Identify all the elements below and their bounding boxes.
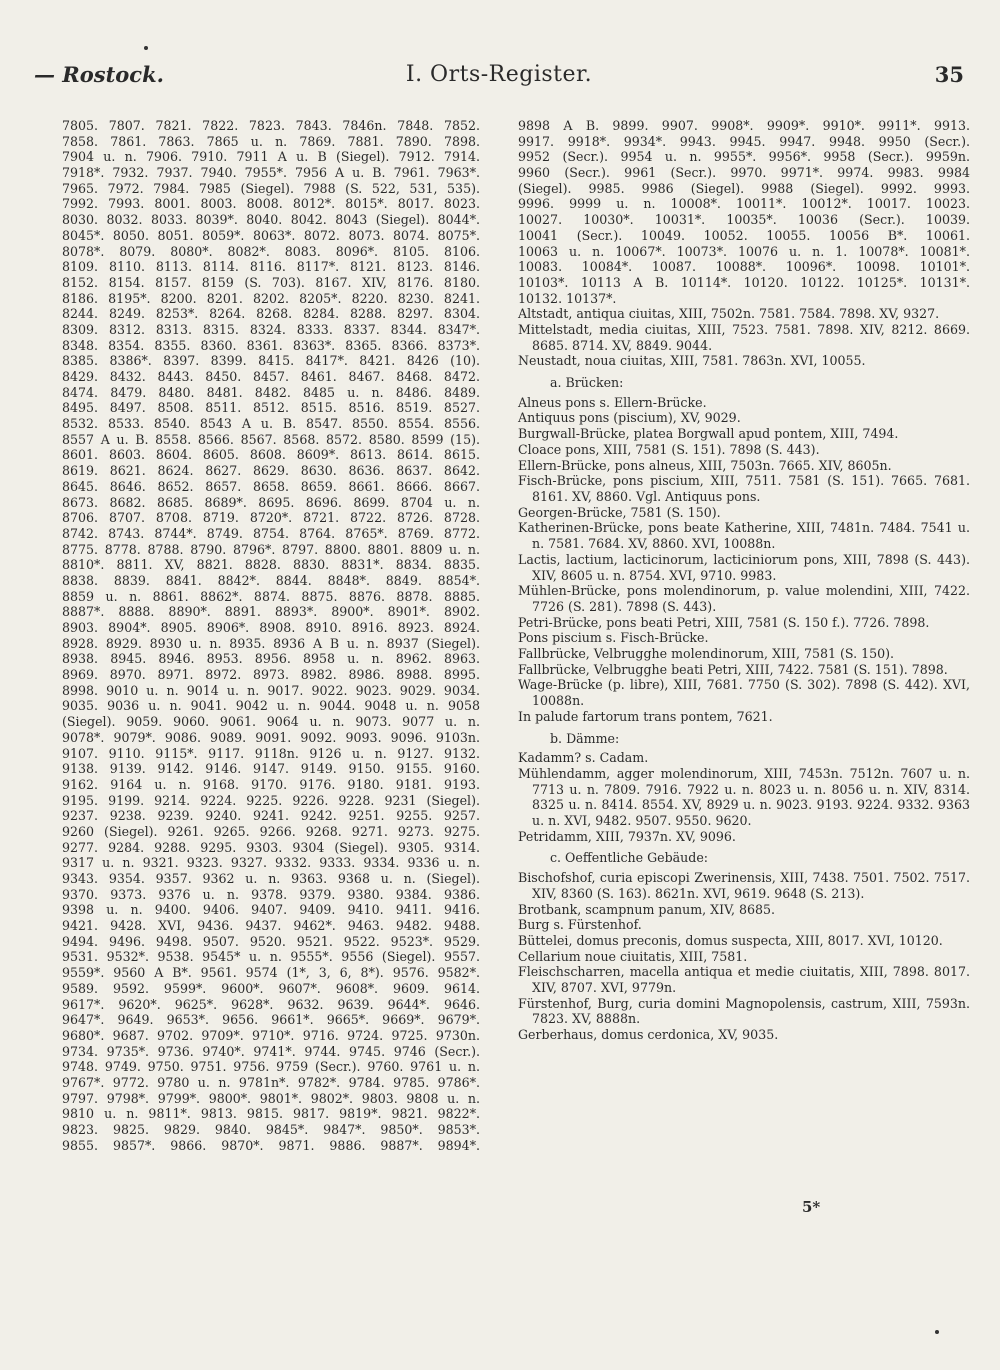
index-line: 8645. 8646. 8652. 8657. 8658. 8659. 8661. 8666. 8667. (62, 478, 480, 494)
header-left-title: — Rostock. (34, 62, 164, 87)
index-line: 9952 (Secr.). 9954 u. n. 9955*. 9956*. 9958 (Secr.). 9959n. (518, 149, 970, 165)
index-entry: Cellarium noue ciuitatis, XIII, 7581. (518, 948, 748, 964)
index-line: 9855. 9857*. 9866. 9870*. 9871. 9886. 9887*. 9894*. (62, 1137, 480, 1153)
index-line: 8810*. 8811. XV, 8821. 8828. 8830. 8831*. 8834. 8835. (62, 557, 480, 573)
index-line: 9138. 9139. 9142. 9146. 9147. 9149. 9150. 9155. 9160. (62, 761, 480, 777)
header-center-title: I. Orts-Register. (405, 62, 593, 87)
index-line: 9260 (Siegel). 9261. 9265. 9266. 9268. 9271. 9273. 9275. (62, 823, 480, 839)
index-line: 9748. 9749. 9750. 9751. 9756. 9759 (Secr.). 9760. 9761 u. n. (62, 1059, 480, 1075)
index-line: 9317 u. n. 9321. 9323. 9327. 9332. 9333. 9334. 9336 u. n. (62, 855, 480, 871)
index-entry: Katherinen-Brücke, pons beate Katherine, XIII, 7481n. 7484. 7541 u. n. 7581. 7684. XV, 8860. XVI, 10088n. (518, 520, 970, 552)
index-line: 9898 A B. 9899. 9907. 9908*. 9909*. 9910*. 9911*. 9913. (518, 118, 970, 133)
index-entry: Fürstenhof, Burg, curia domini Magnopolensis, castrum, XIII, 7593n. 7823. XV, 8888n. (518, 995, 970, 1027)
index-line: 8309. 8312. 8313. 8315. 8324. 8333. 8337. 8344. 8347*. (62, 321, 480, 337)
index-line: 9370. 9373. 9376 u. n. 9378. 9379. 9380. 9384. 9386. (62, 886, 480, 902)
index-entry: Mühlen-Brücke, pons molendinorum, p. value molendini, XIII, 7422. 7726 (S. 281). 7898 (S. 443). (518, 583, 970, 614)
index-line: 9277. 9284. 9288. 9295. 9303. 9304 (Siegel). 9305. 9314. (62, 839, 480, 855)
index-line: 7965. 7972. 7984. 7985 (Siegel). 7988 (S. 522, 531, 535). (62, 180, 480, 196)
index-line: 8938. 8945. 8946. 8953. 8956. 8958 u. n. 8962. 8963. (62, 651, 480, 667)
index-line: 9107. 9110. 9115*. 9117. 9118n. 9126 u. n. 9127. 9132. (62, 745, 480, 761)
index-line: 8078*. 8079. 8080*. 8082*. 8083. 8096*. 8105. 8106. (62, 243, 480, 259)
index-entry: Fleischscharren, macella antiqua et medie ciuitatis, XIII, 7898. 8017. XIV, 8707. XVI, 9779n. (518, 964, 970, 996)
index-line: 9035. 9036 u. n. 9041. 9042 u. n. 9044. 9048 u. n. 9058 (62, 698, 480, 714)
index-line: 9823. 9825. 9829. 9840. 9845*. 9847*. 9850*. 9853*. (62, 1122, 480, 1137)
index-entry: Brotbank, scampnum panum, XIV, 8685. (518, 901, 776, 917)
index-line: 7805. 7807. 7821. 7822. 7823. 7843. 7846n. 7848. 7852. (62, 118, 480, 133)
index-entry: Georgen-Brücke, 7581 (S. 150). (518, 504, 721, 520)
index-line: 9398 u. n. 9400. 9406. 9407. 9409. 9410. 9411. 9416. (62, 902, 480, 918)
index-line: 8152. 8154. 8157. 8159 (S. 703). 8167. XIV, 8176. 8180. (62, 274, 480, 290)
index-line: 9996. 9999 u. n. 10008*. 10011*. 10012*. 10017. 10023. (518, 196, 970, 212)
index-line: 9680*. 9687. 9702. 9709*. 9710*. 9716. 9724. 9725. 9730n. (62, 1027, 480, 1043)
index-line: 8673. 8682. 8685. 8689*. 8695. 8696. 8699. 8704 u. n. (62, 494, 480, 510)
index-line: 9421. 9428. XVI, 9436. 9437. 9462*. 9463. 9482. 9488. (62, 918, 480, 934)
index-line: 10132. 10137*. (518, 290, 617, 306)
index-line: 8887*. 8888. 8890*. 8891. 8893*. 8900*. 8901*. 8902. (62, 604, 480, 620)
index-entry: Alneus pons s. Ellern-Brücke. (518, 394, 707, 410)
index-line: 9559*. 9560 A B*. 9561. 9574 (1*, 3, 6, 8*). 9576. 9582*. (62, 965, 480, 981)
index-line: 8998. 9010 u. n. 9014 u. n. 9017. 9022. 9023. 9029. 9034. (62, 682, 480, 698)
index-line: 8969. 8970. 8971. 8972. 8973. 8982. 8986. 8988. 8995. (62, 667, 480, 683)
index-line: 7858. 7861. 7863. 7865 u. n. 7869. 7881. 7890. 7898. (62, 133, 480, 149)
index-entry: Cloace pons, XIII, 7581 (S. 151). 7898 (S. 443). (518, 441, 820, 457)
index-line: 8706. 8707. 8708. 8719. 8720*. 8721. 8722. 8726. 8728. (62, 510, 480, 526)
index-entry: Burgwall-Brücke, platea Borgwall apud pontem, XIII, 7494. (518, 426, 899, 442)
index-line: 9767*. 9772. 9780 u. n. 9781n*. 9782*. 9784. 9785. 9786*. (62, 1074, 480, 1090)
index-line: 8775. 8778. 8788. 8790. 8796*. 8797. 8800. 8801. 8809 u. n. (62, 541, 480, 557)
index-entry: Neustadt, noua ciuitas, XIII, 7581. 7863n. XVI, 10055. (518, 353, 866, 369)
index-line: 10103*. 10113 A B. 10114*. 10120. 10122. 10125*. 10131*. (518, 274, 970, 290)
index-entry: Wage-Brücke (p. libre), XIII, 7681. 7750 (S. 302). 7898 (S. 442). XVI, 10088n. (518, 677, 970, 709)
index-entry: Lactis, lactium, lacticinorum, lacticiniorum pons, XIII, 7898 (S. 443). XIV, 8605 u. n. 8754. XVI, 9710. 9983. (518, 551, 970, 583)
index-entry: Petridamm, XIII, 7937n. XV, 9096. (518, 828, 736, 844)
index-line: 9078*. 9079*. 9086. 9089. 9091. 9092. 9093. 9096. 9103n. (62, 729, 480, 745)
page-number: 35 (934, 62, 964, 87)
index-line: (Siegel). 9985. 9986 (Siegel). 9988 (Siegel). 9992. 9993. (518, 180, 970, 196)
index-line: 10041 (Secr.). 10049. 10052. 10055. 10056 B*. 10061. (518, 227, 970, 243)
index-line: 7904 u. n. 7906. 7910. 7911 A u. B (Siegel). 7912. 7914. (62, 149, 480, 165)
left-column (62, 118, 480, 1153)
index-line: 9162. 9164 u. n. 9168. 9170. 9176. 9180. 9181. 9193. (62, 776, 480, 792)
index-line: 9531. 9532*. 9538. 9545* u. n. 9555*. 9556 (Siegel). 9557. (62, 949, 480, 965)
index-line: 8030. 8032. 8033. 8039*. 8040. 8042. 8043 (Siegel). 8044*. (62, 212, 480, 228)
index-line: 8495. 8497. 8508. 8511. 8512. 8515. 8516. 8519. 8527. (62, 400, 480, 416)
index-line: 8619. 8621. 8624. 8627. 8629. 8630. 8636. 8637. 8642. (62, 463, 480, 479)
index-entry: Petri-Brücke, pons beati Petri, XIII, 7581 (S. 150 f.). 7726. 7898. (518, 614, 930, 630)
index-line: 8557 A u. B. 8558. 8566. 8567. 8568. 8572. 8580. 8599 (15). (62, 431, 480, 447)
index-entry: Mittelstadt, media ciuitas, XIII, 7523. 7581. 7898. XIV, 8212. 8669. 8685. 8714. XV, 8849. 9044. (518, 321, 970, 353)
index-line: 10083. 10084*. 10087. 10088*. 10096*. 10098. 10101*. (518, 259, 970, 275)
index-line: 8045*. 8050. 8051. 8059*. 8063*. 8072. 8073. 8074. 8075*. (62, 227, 480, 243)
index-line: 8474. 8479. 8480. 8481. 8482. 8485 u. n. 8486. 8489. (62, 384, 480, 400)
index-line: 9589. 9592. 9599*. 9600*. 9607*. 9608*. 9609. 9614. (62, 980, 480, 996)
index-line: 9734. 9735*. 9736. 9740*. 9741*. 9744. 9745. 9746 (Secr.). (62, 1043, 480, 1059)
index-line: 8903. 8904*. 8905. 8906*. 8908. 8910. 8916. 8923. 8924. (62, 620, 480, 635)
section-b-heading: b. Dämme: (550, 730, 620, 746)
index-entry: Fallbrücke, Velbrugghe molendinorum, XIII, 7581 (S. 150). (518, 646, 895, 662)
section-c-heading: c. Oeffentliche Gebäude: (550, 850, 709, 866)
index-line: 9960 (Secr.). 9961 (Secr.). 9970. 9971*. 9974. 9983. 9984 (518, 165, 970, 181)
index-entry: Antiquus pons (piscium), XV, 9029. (518, 410, 741, 426)
section-a-heading: a. Brücken: (550, 375, 624, 391)
index-line: 8928. 8929. 8930 u. n. 8935. 8936 A B u. n. 8937 (Siegel). (62, 635, 480, 651)
index-line: 9617*. 9620*. 9625*. 9628*. 9632. 9639. 9644*. 9646. (62, 996, 480, 1012)
index-line: 9195. 9199. 9214. 9224. 9225. 9226. 9228. 9231 (Siegel). (62, 792, 480, 808)
index-line: 8186. 8195*. 8200. 8201. 8202. 8205*. 8220. 8230. 8241. (62, 290, 480, 306)
index-entry: Kadamm? s. Cadam. (518, 750, 649, 766)
index-line: 8838. 8839. 8841. 8842*. 8844. 8848*. 8849. 8854*. (62, 572, 480, 588)
index-entry: Mühlendamm, agger molendinorum, XIII, 7453n. 7512n. 7607 u. n. 7713 u. n. 7809. 7916. 7922 u. n. 8023 u. n. 8056 u. n. XIV, 8314. 8325 u. n. 8414. 8554. XV, 8929 u. n. 9023. 9193. 9224. 9332. 9363 u. n. XVI, 9482. 9507. 9550. 9620. (518, 765, 970, 829)
index-entry: Fallbrücke, Velbrugghe beati Petri, XIII, 7422. 7581 (S. 151). 7898. (518, 661, 948, 677)
index-line: 9237. 9238. 9239. 9240. 9241. 9242. 9251. 9255. 9257. (62, 808, 480, 824)
index-line: 9917. 9918*. 9934*. 9943. 9945. 9947. 9948. 9950 (Secr.). (518, 133, 970, 149)
index-line: 8532. 8533. 8540. 8543 A u. B. 8547. 8550. 8554. 8556. (62, 416, 480, 432)
index-line: 9647*. 9649. 9653*. 9656. 9661*. 9665*. 9669*. 9679*. (62, 1012, 480, 1028)
index-line: 8742. 8743. 8744*. 8749. 8754. 8764. 8765*. 8769. 8772. (62, 525, 480, 541)
index-line: 7992. 7993. 8001. 8003. 8008. 8012*. 8015*. 8017. 8023. (62, 196, 480, 212)
section-a-entries (518, 395, 970, 725)
index-line: 8429. 8432. 8443. 8450. 8457. 8461. 8467. 8468. 8472. (62, 369, 480, 384)
index-line: 9797. 9798*. 9799*. 9800*. 9801*. 9802*. 9803. 9808 u. n. (62, 1090, 480, 1106)
index-line: 10027. 10030*. 10031*. 10035*. 10036 (Secr.). 10039. (518, 212, 970, 228)
index-line: (Siegel). 9059. 9060. 9061. 9064 u. n. 9073. 9077 u. n. (62, 714, 480, 730)
section-b-entries (518, 750, 970, 844)
continuation-block (518, 118, 970, 306)
index-entry: Pons piscium s. Fisch-Brücke. (518, 630, 709, 646)
index-entry: Fisch-Brücke, pons piscium, XIII, 7511. 7581 (S. 151). 7665. 7681. 8161. XV, 8860. Vgl. Antiquus pons. (518, 473, 970, 504)
index-entry: Gerberhaus, domus cerdonica, XV, 9035. (518, 1027, 779, 1043)
index-line: 8859 u. n. 8861. 8862*. 8874. 8875. 8876. 8878. 8885. (62, 588, 480, 604)
running-header (34, 62, 964, 92)
index-line: 9494. 9496. 9498. 9507. 9520. 9521. 9522. 9523*. 9529. (62, 933, 480, 949)
index-line: 9810 u. n. 9811*. 9813. 9815. 9817. 9819*. 9821. 9822*. (62, 1106, 480, 1122)
index-line: 8601. 8603. 8604. 8605. 8608. 8609*. 8613. 8614. 8615. (62, 447, 480, 463)
index-entry: Burg s. Fürstenhof. (518, 917, 642, 933)
index-line: 9343. 9354. 9357. 9362 u. n. 9363. 9368 u. n. (Siegel). (62, 871, 480, 886)
signature-mark: 5* (802, 1198, 821, 1216)
index-entry: Büttelei, domus preconis, domus suspecta, XIII, 8017. XVI, 10120. (518, 932, 943, 948)
speck-mark (935, 1330, 939, 1334)
index-entry: Ellern-Brücke, pons alneus, XIII, 7503n. 7665. XIV, 8605n. (518, 457, 892, 473)
index-entry: Altstadt, antiqua ciuitas, XIII, 7502n. 7581. 7584. 7898. XV, 9327. (518, 306, 940, 322)
index-line: 10063 u. n. 10067*. 10073*. 10076 u. n. 1. 10078*. 10081*. (518, 243, 970, 259)
district-entries (518, 306, 970, 369)
index-entry: In palude fartorum trans pontem, 7621. (518, 708, 773, 724)
section-c-entries (518, 870, 970, 1043)
index-line: 8109. 8110. 8113. 8114. 8116. 8117*. 8121. 8123. 8146. (62, 259, 480, 275)
index-line: 7918*. 7932. 7937. 7940. 7955*. 7956 A u. B. 7961. 7963*. (62, 165, 480, 181)
index-entry: Bischofshof, curia episcopi Zwerinensis, XIII, 7438. 7501. 7502. 7517. XIV, 8360 (S. 163). 8621n. XVI, 9619. 9648 (S. 213). (518, 870, 970, 901)
index-line: 8244. 8249. 8253*. 8264. 8268. 8284. 8288. 8297. 8304. (62, 306, 480, 322)
index-line: 8348. 8354. 8355. 8360. 8361. 8363*. 8365. 8366. 8373*. (62, 337, 480, 353)
index-line: 8385. 8386*. 8397. 8399. 8415. 8417*. 8421. 8426 (10). (62, 353, 480, 369)
right-column (518, 118, 970, 1043)
speck-mark (144, 46, 148, 50)
